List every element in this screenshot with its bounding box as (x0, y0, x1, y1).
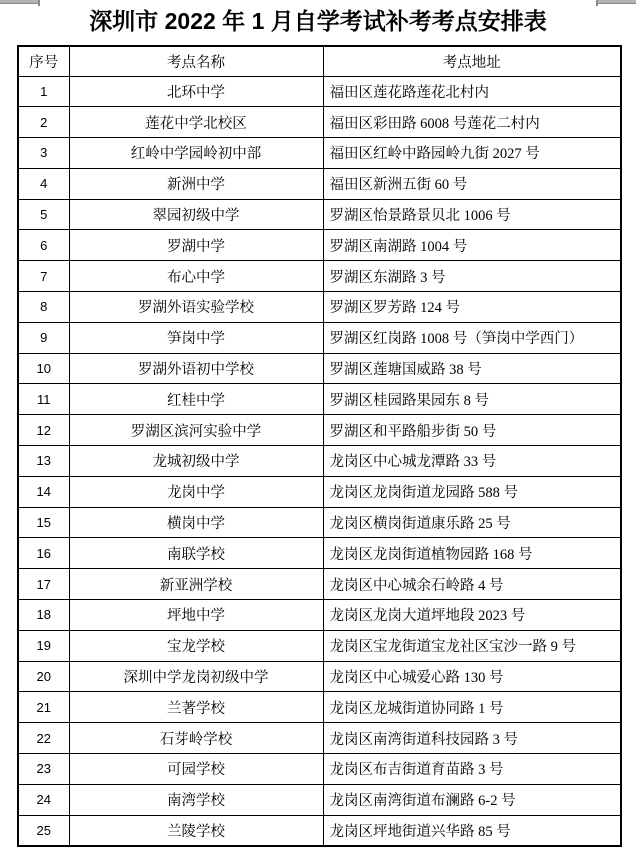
table-row (18, 107, 621, 138)
site-name: 红岭中学园岭初中部 (69, 138, 323, 169)
site-address: 罗湖区红岗路 1008 号（笋岗中学西门） (323, 322, 621, 353)
row-number: 10 (18, 353, 69, 384)
table-row (18, 384, 621, 415)
site-name: 宝龙学校 (69, 630, 323, 661)
table-row (18, 630, 621, 661)
site-name: 新洲中学 (69, 168, 323, 199)
site-address: 龙岗区宝龙街道宝龙社区宝沙一路 9 号 (323, 630, 621, 661)
row-number: 13 (18, 446, 69, 477)
site-address: 罗湖区莲塘国威路 38 号 (323, 353, 621, 384)
row-number: 21 (18, 692, 69, 723)
site-address: 龙岗区中心城余石岭路 4 号 (323, 569, 621, 600)
table-row (18, 692, 621, 723)
site-address: 龙岗区中心城龙潭路 33 号 (323, 446, 621, 477)
row-number: 14 (18, 476, 69, 507)
row-number: 7 (18, 261, 69, 292)
table-row (18, 600, 621, 631)
site-address: 龙岗区南湾街道科技园路 3 号 (323, 723, 621, 754)
row-number: 12 (18, 415, 69, 446)
row-number: 23 (18, 754, 69, 785)
column-header-name: 考点名称 (69, 46, 323, 76)
exam-sites-table (17, 45, 622, 847)
row-number: 8 (18, 292, 69, 323)
site-name: 横岗中学 (69, 507, 323, 538)
table-row (18, 754, 621, 785)
row-number: 20 (18, 661, 69, 692)
site-address: 龙岗区龙岗街道植物园路 168 号 (323, 538, 621, 569)
row-number: 9 (18, 322, 69, 353)
site-name: 红桂中学 (69, 384, 323, 415)
site-address: 罗湖区南湖路 1004 号 (323, 230, 621, 261)
ruler-fragment-left (0, 0, 40, 4)
column-header-number: 序号 (18, 46, 69, 76)
site-name: 罗湖外语初中学校 (69, 353, 323, 384)
site-address: 龙岗区布吉街道育苗路 3 号 (323, 754, 621, 785)
site-name: 石芽岭学校 (69, 723, 323, 754)
table-row (18, 661, 621, 692)
site-name: 兰著学校 (69, 692, 323, 723)
site-address: 龙岗区中心城爱心路 130 号 (323, 661, 621, 692)
row-number: 4 (18, 168, 69, 199)
table-row (18, 168, 621, 199)
site-name: 深圳中学龙岗初级中学 (69, 661, 323, 692)
row-number: 6 (18, 230, 69, 261)
site-address: 罗湖区桂园路果园东 8 号 (323, 384, 621, 415)
site-name: 可园学校 (69, 754, 323, 785)
site-address: 罗湖区和平路船步街 50 号 (323, 415, 621, 446)
table-row (18, 476, 621, 507)
site-address: 罗湖区东湖路 3 号 (323, 261, 621, 292)
row-number: 25 (18, 815, 69, 846)
row-number: 17 (18, 569, 69, 600)
site-name: 罗湖中学 (69, 230, 323, 261)
site-name: 龙岗中学 (69, 476, 323, 507)
table-row (18, 138, 621, 169)
site-address: 罗湖区怡景路景贝北 1006 号 (323, 199, 621, 230)
column-header-address: 考点地址 (323, 46, 621, 76)
table-row (18, 507, 621, 538)
row-number: 2 (18, 107, 69, 138)
table-row (18, 815, 621, 846)
table-row (18, 784, 621, 815)
table-header-row (18, 46, 621, 76)
table-row (18, 538, 621, 569)
site-address: 福田区彩田路 6008 号莲花二村内 (323, 107, 621, 138)
site-address: 福田区莲花路莲花北村内 (323, 76, 621, 107)
site-name: 翠园初级中学 (69, 199, 323, 230)
table-row (18, 230, 621, 261)
site-address: 龙岗区坪地街道兴华路 85 号 (323, 815, 621, 846)
table-row (18, 76, 621, 107)
row-number: 1 (18, 76, 69, 107)
row-number: 15 (18, 507, 69, 538)
row-number: 22 (18, 723, 69, 754)
site-address: 龙岗区南湾街道布澜路 6-2 号 (323, 784, 621, 815)
table-row (18, 723, 621, 754)
site-address: 龙岗区龙城街道协同路 1 号 (323, 692, 621, 723)
site-name: 罗湖外语实验学校 (69, 292, 323, 323)
row-number: 5 (18, 199, 69, 230)
site-name: 坪地中学 (69, 600, 323, 631)
site-name: 南湾学校 (69, 784, 323, 815)
site-address: 龙岗区横岗街道康乐路 25 号 (323, 507, 621, 538)
table-row (18, 353, 621, 384)
table-row (18, 322, 621, 353)
site-name: 罗湖区滨河实验中学 (69, 415, 323, 446)
row-number: 3 (18, 138, 69, 169)
site-name: 莲花中学北校区 (69, 107, 323, 138)
row-number: 19 (18, 630, 69, 661)
table-row (18, 415, 621, 446)
site-name: 兰陵学校 (69, 815, 323, 846)
site-name: 笋岗中学 (69, 322, 323, 353)
row-number: 11 (18, 384, 69, 415)
site-address: 龙岗区龙岗街道龙园路 588 号 (323, 476, 621, 507)
site-name: 新亚洲学校 (69, 569, 323, 600)
site-address: 龙岗区龙岗大道坪地段 2023 号 (323, 600, 621, 631)
site-address: 福田区红岭中路园岭九街 2027 号 (323, 138, 621, 169)
site-address: 罗湖区罗芳路 124 号 (323, 292, 621, 323)
site-name: 北环中学 (69, 76, 323, 107)
row-number: 16 (18, 538, 69, 569)
table-row (18, 199, 621, 230)
site-name: 南联学校 (69, 538, 323, 569)
row-number: 24 (18, 784, 69, 815)
row-number: 18 (18, 600, 69, 631)
site-name: 龙城初级中学 (69, 446, 323, 477)
table-row (18, 292, 621, 323)
site-name: 布心中学 (69, 261, 323, 292)
site-address: 福田区新洲五街 60 号 (323, 168, 621, 199)
table-row (18, 446, 621, 477)
table-row (18, 261, 621, 292)
ruler-fragment-right (596, 0, 636, 4)
table-row (18, 569, 621, 600)
page-title: 深圳市 2022 年 1 月自学考试补考考点安排表 (89, 8, 547, 34)
